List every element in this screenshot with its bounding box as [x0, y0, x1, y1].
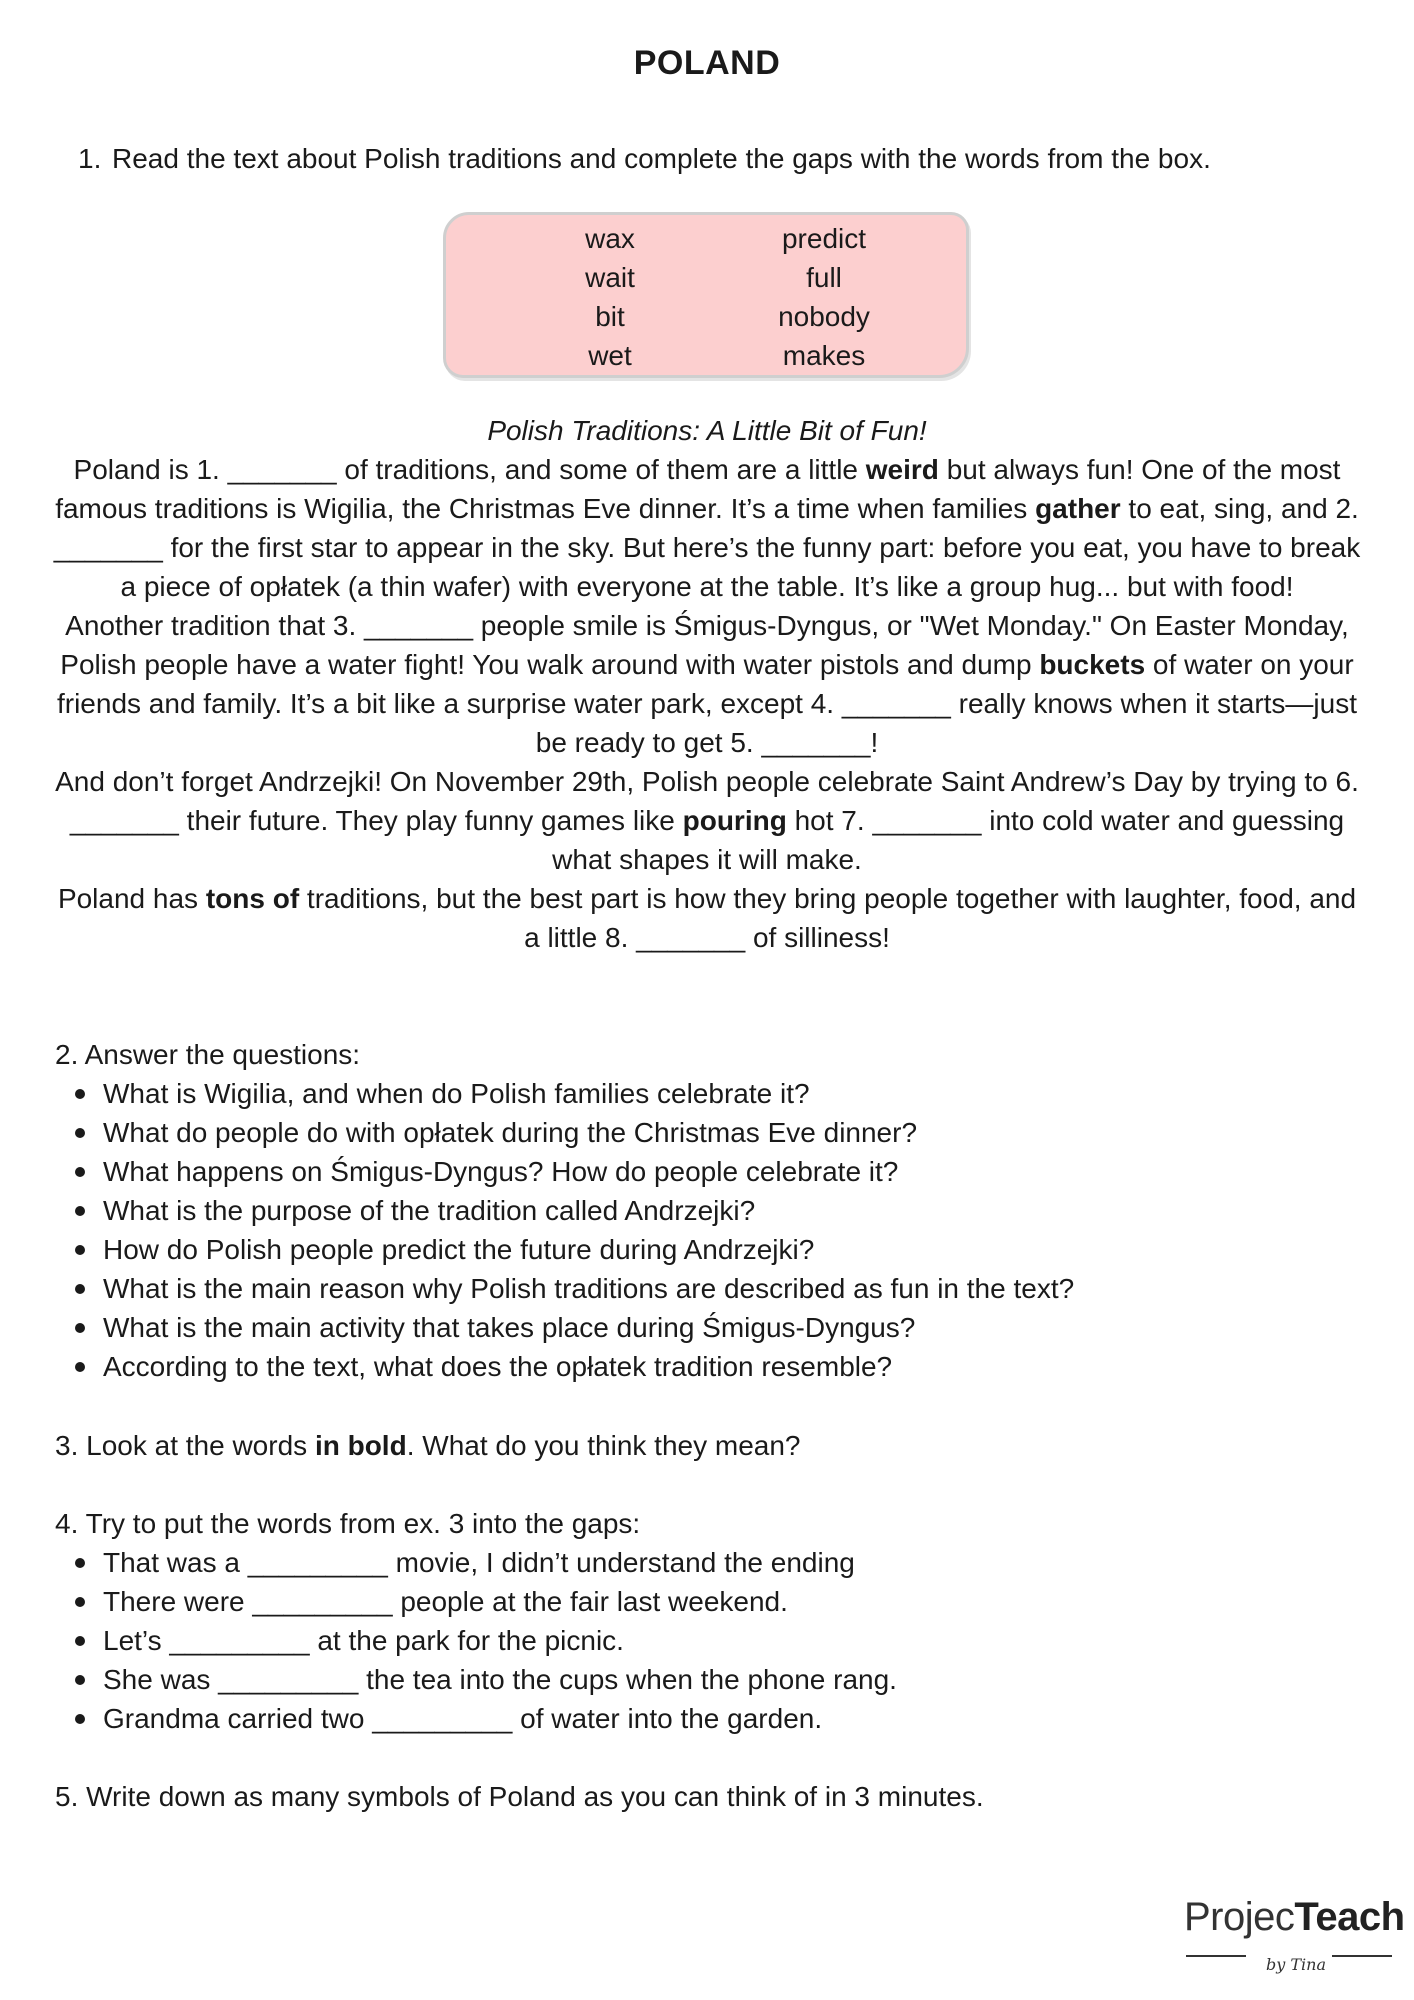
bold-word: buckets — [1039, 649, 1146, 680]
word-box-word: wet — [588, 340, 632, 371]
gap-sentence: That was a _________ movie, I didn’t understand the ending — [103, 1543, 1375, 1582]
task3-text: 3. Look at the words — [55, 1430, 315, 1461]
logo-text-projec: Projec — [1184, 1895, 1295, 1939]
reading-text — [50, 411, 1364, 957]
question-item: What is Wigilia, and when do Polish families celebrate it? — [103, 1074, 1375, 1113]
task2-heading: 2. Answer the questions: — [55, 1039, 361, 1070]
task1-instruction — [78, 139, 1378, 178]
question-item: According to the text, what does the opłatek tradition resemble? — [103, 1347, 1375, 1386]
logo-byline: by Tina — [1266, 1955, 1326, 1974]
task3-text-end: . What do you think they mean? — [406, 1430, 801, 1461]
word-box-column-1 — [530, 219, 690, 375]
text-run: to eat, sing, and 2. _______ for the first star to appear in the sky. But here’s the funny part: before you eat, you have to break a piece of opłatek (a thin wafer) with everyone at the table. It’s like a group hug... but with food! — [53, 493, 1361, 602]
word-box-word: predict — [781, 223, 867, 254]
question-item: What is the main reason why Polish traditions are described as fun in the text? — [103, 1269, 1375, 1308]
question-item: How do Polish people predict the future during Andrzejki? — [103, 1230, 1375, 1269]
gap-sentence: Let’s _________ at the park for the picnic. — [103, 1621, 1375, 1660]
word-box-column-2 — [744, 219, 904, 375]
text-run: Poland has — [57, 883, 206, 914]
question-item: What happens on Śmigus-Dyngus? How do people celebrate it? — [103, 1152, 1375, 1191]
bold-word: pouring — [682, 805, 787, 836]
task3-section — [55, 1426, 1375, 1465]
bold-word: gather — [1035, 493, 1121, 524]
gap-sentence-list — [55, 1543, 1375, 1738]
word-box-word: full — [806, 262, 842, 293]
gap-sentence: There were _________ people at the fair last weekend. — [103, 1582, 1375, 1621]
text-run: Poland is 1. _______ of traditions, and some of them are a little — [73, 454, 866, 485]
reading-title: Polish Traditions: A Little Bit of Fun! — [487, 415, 927, 446]
paragraph-1 — [50, 450, 1364, 606]
text-run: Another tradition that 3. _______ people smile is Śmigus-Dyngus, or "Wet Monday." On Easter Monday, Polish people have a water fight! You walk around with water pistols and dump — [60, 610, 1349, 680]
paragraph-2 — [50, 606, 1364, 762]
page-title: POLAND — [633, 44, 781, 82]
text-run: hot 7. _______ into cold water and guessing what shapes it will make. — [552, 805, 1345, 875]
word-box-word: makes — [782, 340, 866, 371]
text-run: And don’t forget Andrzejki! On November 29th, Polish people celebrate Saint Andrew’s Day by trying to 6. _______ their future. They play funny games like — [55, 766, 1359, 836]
word-box-word: wax — [585, 223, 635, 254]
gap-sentence: She was _________ the tea into the cups when the phone rang. — [103, 1660, 1375, 1699]
paragraph-4 — [50, 879, 1364, 957]
task1-text: Read the text about Polish traditions and complete the gaps with the words from the box. — [112, 143, 1211, 174]
logo-rule-left — [1186, 1955, 1246, 1957]
word-box-word: nobody — [778, 301, 870, 332]
bold-word: tons of — [205, 883, 300, 914]
task3-bold-text: in bold — [314, 1430, 407, 1461]
task2-section — [55, 1035, 1375, 1386]
task5-section: 5. Write down as many symbols of Poland as you can think of in 3 minutes. — [55, 1781, 984, 1812]
task1-number: 1. — [78, 143, 102, 174]
text-run: traditions, but the best part is how they bring people together with laughter, food, and a little 8. _______ of silliness! — [299, 883, 1357, 953]
task4-section — [55, 1504, 1375, 1738]
text-run: but always fun! One of the most famous traditions is Wigilia, the Christmas Eve dinner. It’s a time when families — [55, 454, 1341, 524]
projecteach-logo — [1184, 1895, 1405, 1975]
logo-rule-right — [1332, 1955, 1392, 1957]
logo-text-teach: Teach — [1294, 1895, 1405, 1939]
text-run: of water on your friends and family. It’s a bit like a surprise water park, except 4. _______ really knows when it starts—just be ready to get 5. _______! — [56, 649, 1357, 758]
word-box — [443, 212, 969, 378]
bold-word: weird — [865, 454, 939, 485]
question-item: What do people do with opłatek during the Christmas Eve dinner? — [103, 1113, 1375, 1152]
question-list — [55, 1074, 1375, 1386]
paragraph-3 — [50, 762, 1364, 879]
question-item: What is the purpose of the tradition called Andrzejki? — [103, 1191, 1375, 1230]
task4-heading: 4. Try to put the words from ex. 3 into the gaps: — [55, 1508, 641, 1539]
word-box-word: wait — [585, 262, 635, 293]
question-item: What is the main activity that takes place during Śmigus-Dyngus? — [103, 1308, 1375, 1347]
gap-sentence: Grandma carried two _________ of water into the garden. — [103, 1699, 1375, 1738]
word-box-word: bit — [595, 301, 625, 332]
